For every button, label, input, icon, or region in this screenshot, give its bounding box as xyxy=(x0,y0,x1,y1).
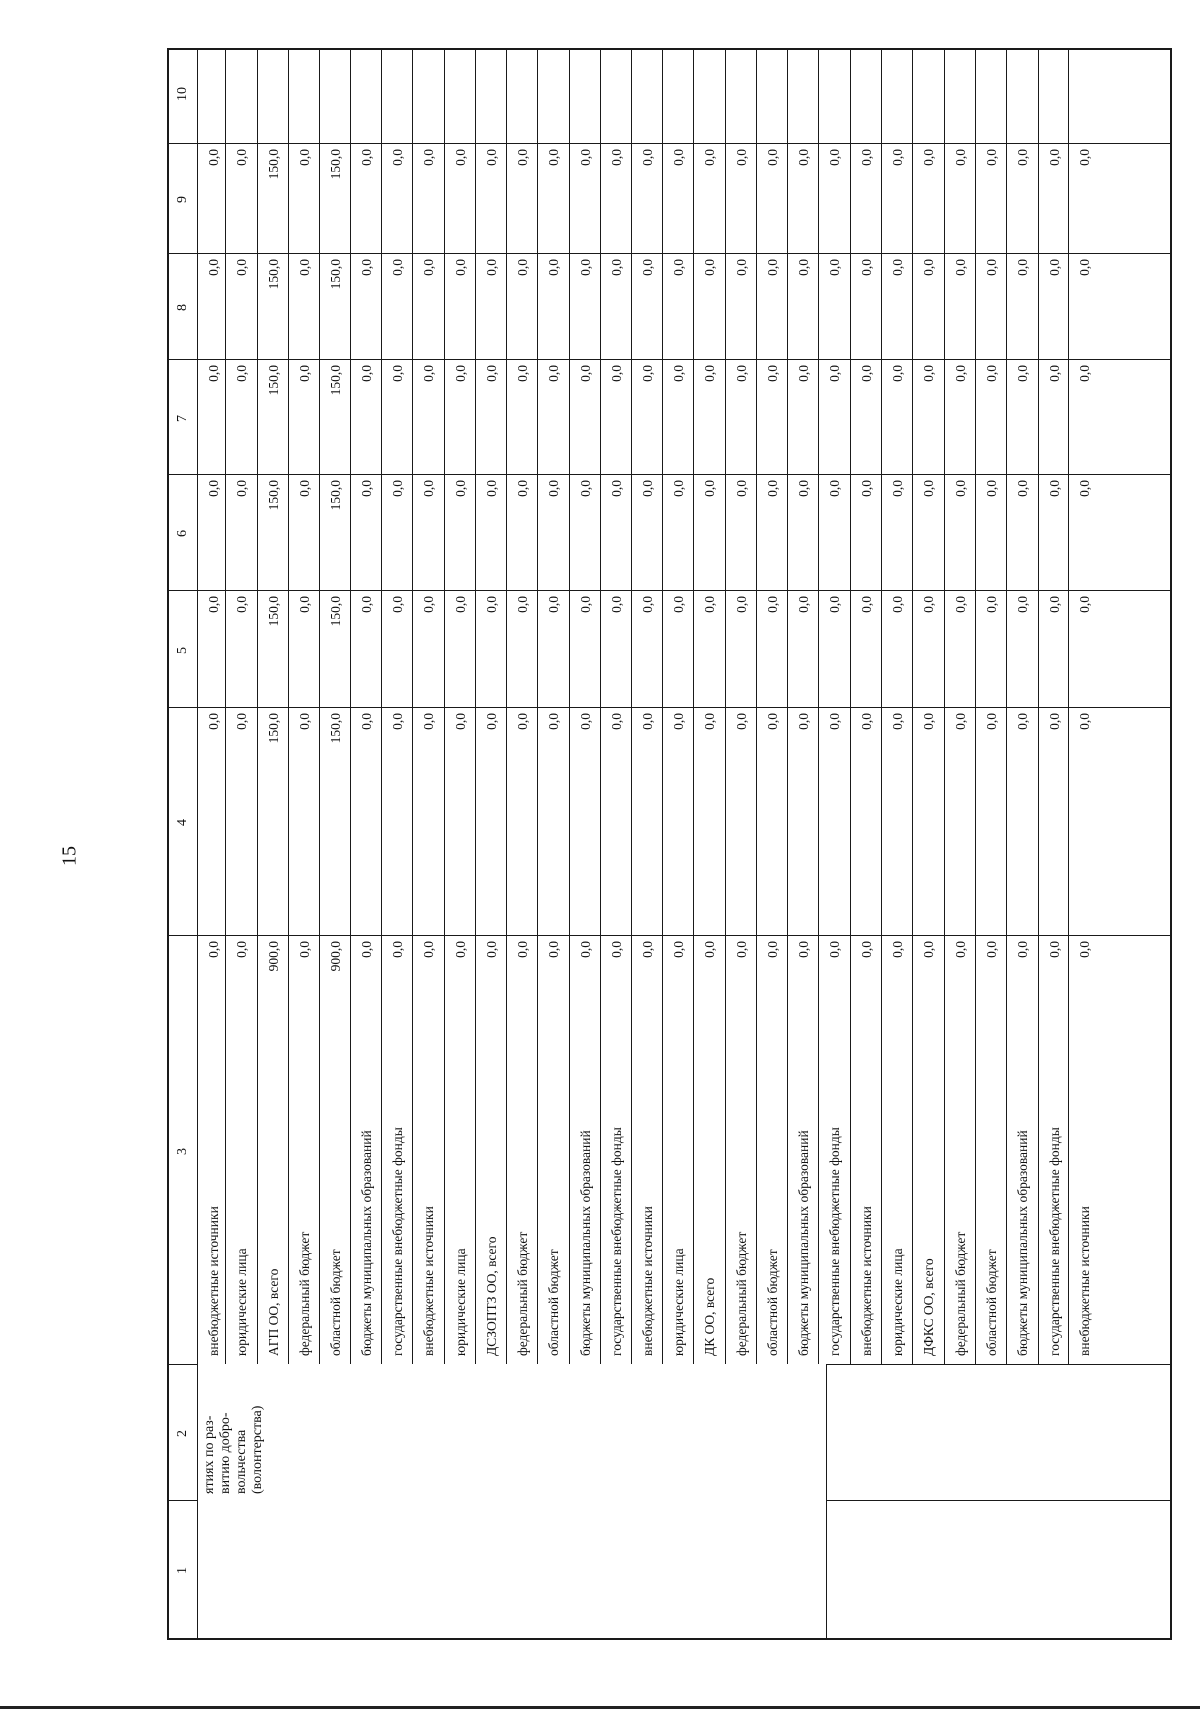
cell-value-col10: 0,0 xyxy=(546,149,561,166)
cell-value-col9: 0,0 xyxy=(921,259,936,276)
cell-value-col7: 0,0 xyxy=(546,480,561,497)
cell-value-col5: 0,0 xyxy=(359,713,374,730)
cell-value-col5: 0,0 xyxy=(234,713,249,730)
page-bottom-rule xyxy=(0,1706,1200,1709)
row-separator xyxy=(756,48,757,1364)
cell-value-col7: 0,0 xyxy=(297,480,312,497)
cell-value-col7: 0,0 xyxy=(1015,480,1030,497)
funding-source-label: государственные внебюджетные фонды xyxy=(1047,1127,1062,1356)
cell-value-col7: 150,0 xyxy=(266,480,281,511)
row-separator xyxy=(444,48,445,1364)
cell-value-col6: 0,0 xyxy=(921,596,936,613)
cell-value-col4: 0,0 xyxy=(984,941,999,958)
cell-value-col10: 0,0 xyxy=(390,149,405,166)
row-separator xyxy=(257,48,258,1364)
column-header-3: 3 xyxy=(175,1147,190,1155)
cell-value-col5: 0,0 xyxy=(1047,713,1062,730)
row-separator xyxy=(600,48,601,1364)
cell-value-col7: 0,0 xyxy=(206,480,221,497)
cell-value-col7: 0,0 xyxy=(921,480,936,497)
cell-value-col4: 900,0 xyxy=(266,941,281,972)
cell-value-col5: 0,0 xyxy=(796,713,811,730)
column-2-description: ятиях по раз- витию добро- вольчества (волонтерства) xyxy=(202,1405,266,1494)
cell-value-col7: 0,0 xyxy=(859,480,874,497)
cell-value-col9: 0,0 xyxy=(453,259,468,276)
cell-value-col8: 0,0 xyxy=(640,365,655,382)
cell-value-col8: 0,0 xyxy=(1015,365,1030,382)
cell-value-col8: 0,0 xyxy=(827,365,842,382)
cell-value-col6: 0,0 xyxy=(234,596,249,613)
cell-value-col4: 0,0 xyxy=(765,941,780,958)
page-number: 15 xyxy=(58,846,81,866)
column-header-5: 5 xyxy=(175,646,190,654)
cell-value-col4: 0,0 xyxy=(921,941,936,958)
cell-value-col4: 0,0 xyxy=(1047,941,1062,958)
cell-value-col5: 0,0 xyxy=(453,713,468,730)
cell-value-col10: 0,0 xyxy=(453,149,468,166)
cell-value-col5: 150,0 xyxy=(328,713,343,744)
cell-value-col5: 0,0 xyxy=(297,713,312,730)
cell-value-col5: 0,0 xyxy=(609,713,624,730)
cell-value-col6: 150,0 xyxy=(266,596,281,627)
cell-value-col5: 0,0 xyxy=(421,713,436,730)
row-separator xyxy=(662,48,663,1364)
cell-value-col8: 0,0 xyxy=(206,365,221,382)
cell-value-col8: 0,0 xyxy=(671,365,686,382)
row-separator xyxy=(506,48,507,1364)
cell-value-col8: 0,0 xyxy=(484,365,499,382)
cell-value-col10: 0,0 xyxy=(609,149,624,166)
cell-value-col8: 0,0 xyxy=(546,365,561,382)
cell-value-col9: 0,0 xyxy=(765,259,780,276)
cell-value-col4: 0,0 xyxy=(578,941,593,958)
cell-value-col6: 0,0 xyxy=(297,596,312,613)
cell-value-col10: 0,0 xyxy=(827,149,842,166)
cell-value-col4: 0,0 xyxy=(671,941,686,958)
cell-value-col6: 0,0 xyxy=(890,596,905,613)
cell-value-col5: 0,0 xyxy=(702,713,717,730)
cell-value-col8: 0,0 xyxy=(609,365,624,382)
cell-value-col7: 0,0 xyxy=(515,480,530,497)
cell-value-col6: 0,0 xyxy=(578,596,593,613)
cell-value-col5: 0,0 xyxy=(671,713,686,730)
cell-value-col6: 0,0 xyxy=(796,596,811,613)
cell-value-col8: 0,0 xyxy=(421,365,436,382)
cell-value-col8: 0,0 xyxy=(390,365,405,382)
cell-value-col9: 0,0 xyxy=(359,259,374,276)
cell-value-col8: 150,0 xyxy=(266,365,281,396)
cell-value-col8: 0,0 xyxy=(890,365,905,382)
cell-value-col9: 0,0 xyxy=(1077,259,1092,276)
funding-source-label: государственные внебюджетные фонды xyxy=(390,1127,405,1356)
cell-value-col9: 0,0 xyxy=(702,259,717,276)
cell-value-col4: 0,0 xyxy=(515,941,530,958)
table-border-top xyxy=(167,48,1170,50)
cell-value-col7: 0,0 xyxy=(640,480,655,497)
cell-value-col6: 0,0 xyxy=(953,596,968,613)
cell-value-col4: 0,0 xyxy=(234,941,249,958)
cell-value-col9: 0,0 xyxy=(953,259,968,276)
cell-value-col8: 0,0 xyxy=(515,365,530,382)
cell-value-col7: 0,0 xyxy=(796,480,811,497)
cell-value-col9: 0,0 xyxy=(421,259,436,276)
cell-value-col4: 0,0 xyxy=(359,941,374,958)
row-separator xyxy=(693,48,694,1364)
column-header-6: 6 xyxy=(175,530,190,537)
funding-source-label: бюджеты муниципальных образований xyxy=(578,1130,593,1356)
band-separator xyxy=(167,707,1170,708)
cell-value-col6: 0,0 xyxy=(206,596,221,613)
funding-source-label: внебюджетные источники xyxy=(421,1206,436,1356)
cell-value-col7: 0,0 xyxy=(359,480,374,497)
cell-value-col9: 0,0 xyxy=(827,259,842,276)
row-separator xyxy=(881,48,882,1364)
cell-value-col9: 0,0 xyxy=(546,259,561,276)
cell-value-col6: 0,0 xyxy=(609,596,624,613)
cell-value-col9: 0,0 xyxy=(578,259,593,276)
funding-source-label: федеральный бюджет xyxy=(515,1231,530,1356)
cell-value-col4: 0,0 xyxy=(859,941,874,958)
cell-value-col9: 0,0 xyxy=(1047,259,1062,276)
cell-value-col6: 0,0 xyxy=(859,596,874,613)
cell-value-col9: 0,0 xyxy=(984,259,999,276)
band-separator xyxy=(167,253,1170,254)
cell-value-col8: 0,0 xyxy=(796,365,811,382)
cell-value-col5: 0,0 xyxy=(953,713,968,730)
cell-value-col4: 900,0 xyxy=(328,941,343,972)
column-header-9: 9 xyxy=(175,196,190,203)
funding-source-label: ДК ОО, всего xyxy=(702,1277,717,1356)
cell-value-col9: 0,0 xyxy=(515,259,530,276)
cell-value-col5: 0,0 xyxy=(1077,713,1092,730)
cell-value-col4: 0,0 xyxy=(640,941,655,958)
cell-value-col7: 0,0 xyxy=(953,480,968,497)
row-separator xyxy=(1006,48,1007,1364)
funding-source-label: федеральный бюджет xyxy=(953,1231,968,1356)
row-separator xyxy=(381,48,382,1364)
row-separator xyxy=(319,48,320,1364)
cell-value-col10: 150,0 xyxy=(328,149,343,180)
cell-value-col10: 0,0 xyxy=(421,149,436,166)
cell-value-col4: 0,0 xyxy=(206,941,221,958)
cell-value-col7: 0,0 xyxy=(609,480,624,497)
cell-value-col7: 0,0 xyxy=(453,480,468,497)
cell-value-col6: 0,0 xyxy=(1015,596,1030,613)
cell-value-col7: 0,0 xyxy=(890,480,905,497)
cell-value-col8: 0,0 xyxy=(702,365,717,382)
cell-value-col10: 0,0 xyxy=(359,149,374,166)
cell-value-col9: 0,0 xyxy=(609,259,624,276)
cell-value-col8: 0,0 xyxy=(1047,365,1062,382)
column-header-7: 7 xyxy=(175,414,190,422)
funding-source-label: внебюджетные источники xyxy=(206,1206,221,1356)
band-separator-header xyxy=(167,1500,197,1501)
row-separator xyxy=(787,48,788,1364)
band-separator xyxy=(167,474,1170,475)
cell-value-col7: 0,0 xyxy=(671,480,686,497)
cell-value-col7: 0,0 xyxy=(234,480,249,497)
cell-value-col6: 0,0 xyxy=(359,596,374,613)
band-separator xyxy=(167,935,1170,936)
cell-value-col10: 0,0 xyxy=(921,149,936,166)
cell-value-col10: 0,0 xyxy=(702,149,717,166)
table-border-bottom xyxy=(167,1638,1170,1640)
cell-value-col5: 0,0 xyxy=(484,713,499,730)
cell-value-col8: 0,0 xyxy=(578,365,593,382)
cell-value-col10: 0,0 xyxy=(1077,149,1092,166)
cell-value-col8: 0,0 xyxy=(921,365,936,382)
row-separator xyxy=(537,48,538,1364)
cell-value-col9: 0,0 xyxy=(297,259,312,276)
cell-value-col10: 0,0 xyxy=(765,149,780,166)
cell-value-col9: 0,0 xyxy=(484,259,499,276)
row-separator xyxy=(944,48,945,1364)
funding-source-label: бюджеты муниципальных образований xyxy=(796,1130,811,1356)
row-separator xyxy=(225,48,226,1364)
cell-value-col5: 0,0 xyxy=(984,713,999,730)
cell-value-col10: 0,0 xyxy=(1015,149,1030,166)
cell-value-col9: 0,0 xyxy=(390,259,405,276)
band-separator xyxy=(167,143,1170,144)
funding-source-label: областной бюджет xyxy=(984,1249,999,1356)
cell-value-col6: 0,0 xyxy=(640,596,655,613)
funding-source-label: АГП ОО, всего xyxy=(266,1268,281,1356)
cell-value-col6: 0,0 xyxy=(984,596,999,613)
cell-value-col10: 150,0 xyxy=(266,149,281,180)
cell-value-col7: 0,0 xyxy=(827,480,842,497)
funding-source-label: областной бюджет xyxy=(546,1249,561,1356)
row-separator xyxy=(725,48,726,1364)
cell-value-col8: 150,0 xyxy=(328,365,343,396)
cell-value-col10: 0,0 xyxy=(859,149,874,166)
cell-value-col8: 0,0 xyxy=(734,365,749,382)
cell-value-col5: 0,0 xyxy=(859,713,874,730)
cell-value-col6: 0,0 xyxy=(1047,596,1062,613)
cell-value-col5: 0,0 xyxy=(515,713,530,730)
cell-value-col10: 0,0 xyxy=(734,149,749,166)
cell-value-col4: 0,0 xyxy=(796,941,811,958)
cell-value-col5: 0,0 xyxy=(827,713,842,730)
cell-value-col9: 0,0 xyxy=(640,259,655,276)
cell-value-col8: 0,0 xyxy=(359,365,374,382)
cell-value-col6: 150,0 xyxy=(328,596,343,627)
cell-value-col9: 0,0 xyxy=(859,259,874,276)
cell-value-col9: 150,0 xyxy=(266,259,281,290)
funding-source-label: федеральный бюджет xyxy=(734,1231,749,1356)
cell-value-col7: 0,0 xyxy=(765,480,780,497)
row-separator xyxy=(288,48,289,1364)
cell-value-col10: 0,0 xyxy=(953,149,968,166)
group-divider xyxy=(826,1364,827,1638)
cell-value-col4: 0,0 xyxy=(953,941,968,958)
cell-value-col5: 150,0 xyxy=(266,713,281,744)
row-separator xyxy=(975,48,976,1364)
band-separator xyxy=(167,359,1170,360)
row-separator xyxy=(1038,48,1039,1364)
cell-value-col10: 0,0 xyxy=(206,149,221,166)
row-separator xyxy=(569,48,570,1364)
cell-value-col6: 0,0 xyxy=(453,596,468,613)
cell-value-col6: 0,0 xyxy=(734,596,749,613)
cell-value-col10: 0,0 xyxy=(640,149,655,166)
funding-source-label: областной бюджет xyxy=(765,1249,780,1356)
row-separator xyxy=(631,48,632,1364)
cell-value-col6: 0,0 xyxy=(702,596,717,613)
cell-value-col8: 0,0 xyxy=(1077,365,1092,382)
cell-value-col9: 0,0 xyxy=(234,259,249,276)
row-separator xyxy=(350,48,351,1364)
cell-value-col5: 0,0 xyxy=(390,713,405,730)
cell-value-col5: 0,0 xyxy=(640,713,655,730)
row-separator xyxy=(850,48,851,1364)
funding-source-label: ДСЗОПТЗ ОО, всего xyxy=(484,1236,499,1356)
cell-value-col5: 0,0 xyxy=(890,713,905,730)
cell-value-col9: 0,0 xyxy=(890,259,905,276)
cell-value-col7: 0,0 xyxy=(984,480,999,497)
row-separator xyxy=(912,48,913,1364)
cell-value-col4: 0,0 xyxy=(297,941,312,958)
cell-value-col4: 0,0 xyxy=(421,941,436,958)
cell-value-col8: 0,0 xyxy=(453,365,468,382)
cell-value-col4: 0,0 xyxy=(827,941,842,958)
cell-value-col7: 0,0 xyxy=(578,480,593,497)
band-separator xyxy=(167,590,1170,591)
funding-source-label: внебюджетные источники xyxy=(640,1206,655,1356)
band-separator xyxy=(826,1364,1170,1365)
band-separator-header xyxy=(167,1364,197,1365)
cell-value-col5: 0,0 xyxy=(546,713,561,730)
cell-value-col6: 0,0 xyxy=(515,596,530,613)
cell-value-col10: 0,0 xyxy=(1047,149,1062,166)
cell-value-col4: 0,0 xyxy=(1077,941,1092,958)
header-separator xyxy=(197,48,198,1638)
funding-source-label: бюджеты муниципальных образований xyxy=(1015,1130,1030,1356)
cell-value-col10: 0,0 xyxy=(671,149,686,166)
cell-value-col10: 0,0 xyxy=(796,149,811,166)
cell-value-col7: 0,0 xyxy=(421,480,436,497)
cell-value-col10: 0,0 xyxy=(484,149,499,166)
cell-value-col7: 0,0 xyxy=(1077,480,1092,497)
cell-value-col5: 0,0 xyxy=(734,713,749,730)
cell-value-col6: 0,0 xyxy=(421,596,436,613)
column-header-2: 2 xyxy=(175,1430,190,1437)
column-header-10: 10 xyxy=(175,86,190,101)
cell-value-col4: 0,0 xyxy=(734,941,749,958)
cell-value-col6: 0,0 xyxy=(765,596,780,613)
cell-value-col5: 0,0 xyxy=(206,713,221,730)
cell-value-col6: 0,0 xyxy=(546,596,561,613)
row-separator xyxy=(412,48,413,1364)
funding-source-label: юридические лица xyxy=(234,1248,249,1356)
cell-value-col9: 0,0 xyxy=(796,259,811,276)
funding-source-label: государственные внебюджетные фонды xyxy=(827,1127,842,1356)
cell-value-col9: 0,0 xyxy=(671,259,686,276)
cell-value-col4: 0,0 xyxy=(890,941,905,958)
cell-value-col6: 0,0 xyxy=(390,596,405,613)
funding-source-label: бюджеты муниципальных образований xyxy=(359,1130,374,1356)
cell-value-col10: 0,0 xyxy=(890,149,905,166)
cell-value-col5: 0,0 xyxy=(765,713,780,730)
table-border-left xyxy=(167,48,169,1638)
column-header-1: 1 xyxy=(175,1567,190,1574)
cell-value-col4: 0,0 xyxy=(546,941,561,958)
cell-value-col4: 0,0 xyxy=(390,941,405,958)
table-border-right xyxy=(1170,48,1172,1640)
band-separator xyxy=(826,1500,1170,1501)
row-separator xyxy=(818,48,819,1364)
funding-source-label: государственные внебюджетные фонды xyxy=(609,1127,624,1356)
cell-value-col5: 0,0 xyxy=(578,713,593,730)
cell-value-col10: 0,0 xyxy=(984,149,999,166)
cell-value-col9: 0,0 xyxy=(734,259,749,276)
cell-value-col9: 0,0 xyxy=(206,259,221,276)
funding-source-label: юридические лица xyxy=(890,1248,905,1356)
cell-value-col4: 0,0 xyxy=(702,941,717,958)
cell-value-col10: 0,0 xyxy=(234,149,249,166)
cell-value-col9: 150,0 xyxy=(328,259,343,290)
cell-value-col10: 0,0 xyxy=(578,149,593,166)
cell-value-col5: 0,0 xyxy=(921,713,936,730)
cell-value-col10: 0,0 xyxy=(515,149,530,166)
cell-value-col5: 0,0 xyxy=(1015,713,1030,730)
cell-value-col6: 0,0 xyxy=(671,596,686,613)
cell-value-col8: 0,0 xyxy=(297,365,312,382)
row-separator xyxy=(1068,48,1069,1364)
funding-source-label: юридические лица xyxy=(671,1248,686,1356)
funding-source-label: юридические лица xyxy=(453,1248,468,1356)
funding-source-label: федеральный бюджет xyxy=(297,1231,312,1356)
cell-value-col6: 0,0 xyxy=(1077,596,1092,613)
cell-value-col7: 0,0 xyxy=(702,480,717,497)
cell-value-col8: 0,0 xyxy=(859,365,874,382)
cell-value-col4: 0,0 xyxy=(1015,941,1030,958)
cell-value-col6: 0,0 xyxy=(827,596,842,613)
column-header-4: 4 xyxy=(175,819,190,826)
cell-value-col7: 0,0 xyxy=(390,480,405,497)
cell-value-col6: 0,0 xyxy=(484,596,499,613)
cell-value-col7: 150,0 xyxy=(328,480,343,511)
funding-source-label: внебюджетные источники xyxy=(1077,1206,1092,1356)
cell-value-col7: 0,0 xyxy=(734,480,749,497)
funding-source-label: областной бюджет xyxy=(328,1249,343,1356)
cell-value-col7: 0,0 xyxy=(1047,480,1062,497)
row-separator xyxy=(475,48,476,1364)
cell-value-col7: 0,0 xyxy=(484,480,499,497)
funding-source-label: внебюджетные источники xyxy=(859,1206,874,1356)
cell-value-col9: 0,0 xyxy=(1015,259,1030,276)
cell-value-col8: 0,0 xyxy=(953,365,968,382)
cell-value-col8: 0,0 xyxy=(984,365,999,382)
cell-value-col8: 0,0 xyxy=(765,365,780,382)
funding-source-label: ДФКС ОО, всего xyxy=(921,1258,936,1356)
cell-value-col10: 0,0 xyxy=(297,149,312,166)
cell-value-col4: 0,0 xyxy=(609,941,624,958)
column-header-8: 8 xyxy=(175,304,190,311)
cell-value-col4: 0,0 xyxy=(453,941,468,958)
cell-value-col4: 0,0 xyxy=(484,941,499,958)
cell-value-col8: 0,0 xyxy=(234,365,249,382)
